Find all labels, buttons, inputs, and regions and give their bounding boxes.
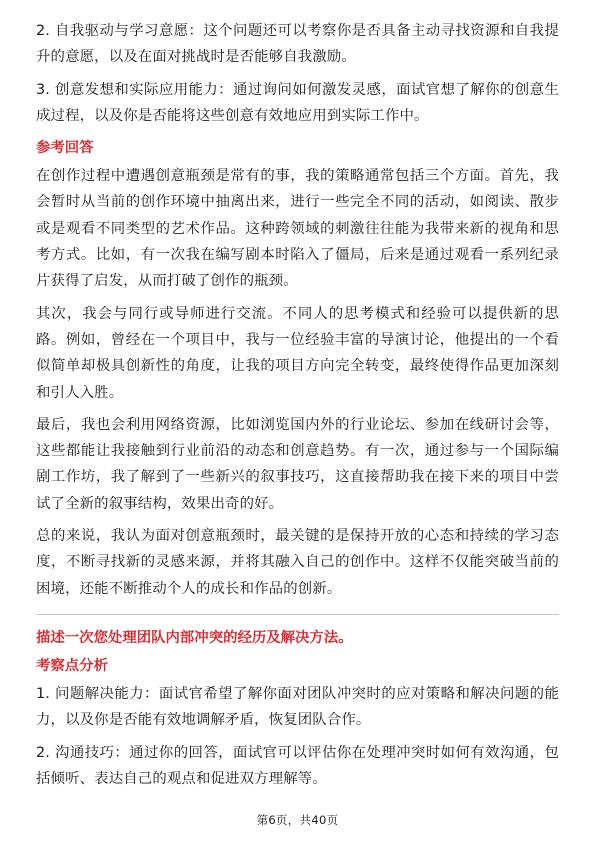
- answer-paragraph: 最后，我也会利用网络资源，比如浏览国内外的行业论坛、参加在线研讨会等，这些都能让我接触到行业前沿的动态和创意趋势。有一次，通过参与一个国际编剧工作坊，我了解到了一些新兴的叙事技巧，这直接帮助我在接下来的项目中尝试了全新的叙事结构，效果出奇的好。: [36, 416, 559, 512]
- reference-answer-heading: 参考回答: [36, 140, 94, 157]
- question-title: 描述一次您处理团队内部冲突的经历及解决方法。: [36, 629, 353, 646]
- section-divider: [36, 614, 559, 615]
- page-content: [36, 18, 559, 798]
- evaluation-point-item: 2. 自我驱动与学习意愿：这个问题还可以考察你是否具备主动寻找资源和自我提升的意愿，以及在面对挑战时是否能够自我激励。: [36, 23, 559, 66]
- answer-paragraph: 其次，我会与同行或导师进行交流。不同人的思考模式和经验可以提供新的思路。例如，曾经在一个项目中，我与一位经验丰富的导演讨论，他提出的一个看似简单却极具创新性的角度，让我的项目方向完全转变，最终使得作品更加深刻和引人入胜。: [36, 305, 559, 401]
- analysis-heading: 考察点分析: [36, 657, 108, 674]
- evaluation-point-item: 3. 创意发想和实际应用能力：通过询问如何激发灵感，面试官想了解你的创意生成过程，以及你是否能将这些创意有效地应用到实际工作中。: [36, 81, 559, 124]
- evaluation-point-item: 2. 沟通技巧：通过你的回答，面试官可以评估你在处理冲突时如何有效沟通，包括倾听、表达自己的观点和促进双方理解等。: [36, 744, 559, 787]
- page-number-footer: 第6页，共40页: [256, 813, 339, 827]
- evaluation-point-item: 1. 问题解决能力：面试官希望了解你面对团队冲突时的应对策略和解决问题的能力，以及你是否能有效地调解矛盾，恢复团队合作。: [36, 685, 559, 729]
- answer-paragraph: 总的来说，我认为面对创意瓶颈时，最关键的是保持开放的心态和持续的学习态度，不断寻找新的灵感来源，并将其融入自己的创作中。这样不仅能突破当前的困境，还能不断推动个人的成长和作品的创新。: [36, 528, 559, 597]
- answer-paragraph: 在创作过程中遭遇创意瓶颈是常有的事，我的策略通常包括三个方面。首先，我会暂时从当前的创作环境中抽离出来，进行一些完全不同的活动，如阅读、散步或是观看不同类型的艺术作品。这种跨领域的刺激往往能为我带来新的视角和思考方式。比如，有一次我在编写剧本时陷入了僵局，后来是通过观看一系列纪录片获得了启发，从而打破了创作的瓶颈。: [36, 168, 559, 290]
